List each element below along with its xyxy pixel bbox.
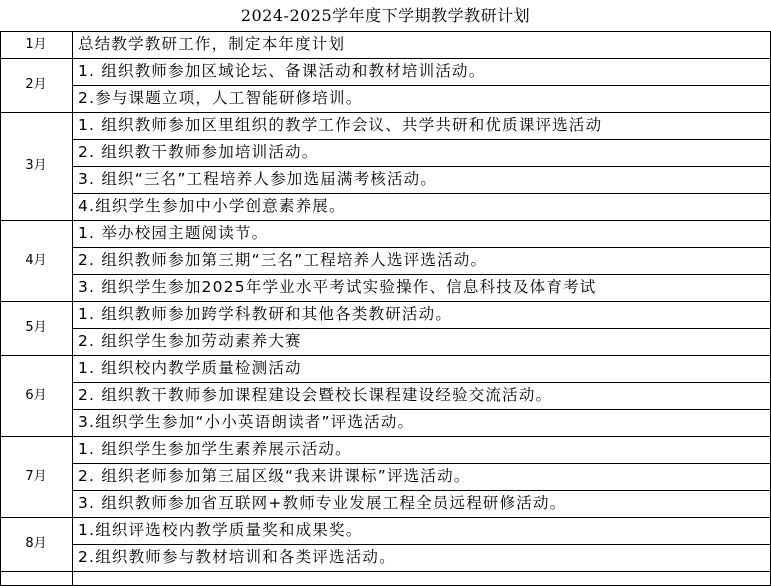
plan-item: 2. 组织学生参加劳动素养大赛	[78, 332, 302, 350]
item-divider	[72, 274, 770, 275]
item-divider	[72, 328, 770, 329]
column-divider	[72, 31, 73, 586]
plan-item: 1.组织评选校内教学质量奖和成果奖。	[78, 521, 363, 539]
month-label: 2月	[25, 77, 47, 92]
plan-item: 1. 组织教师参加跨学科教研和其他各类教研活动。	[78, 305, 453, 323]
item-divider	[72, 490, 770, 491]
plan-item: 1. 组织学生参加学生素养展示活动。	[78, 440, 352, 458]
item-divider	[72, 382, 770, 383]
month-label: 5月	[25, 320, 47, 335]
month-label: 3月	[25, 158, 47, 173]
plan-item: 1. 组织校内教学质量检测活动	[78, 359, 302, 377]
month-label: 1月	[25, 37, 47, 52]
plan-item: 2. 组织教干教师参加培训活动。	[78, 143, 319, 161]
plan-item: 2. 组织老师参加第三届区级“我来讲课标”评选活动。	[78, 467, 471, 485]
plan-item: 总结教学教研工作，制定本年度计划	[78, 35, 346, 53]
plan-item: 1. 组织教师参加区域论坛、备课活动和教材培训活动。	[78, 62, 486, 80]
month-label: 4月	[25, 253, 47, 268]
plan-item: 2.参与课题立项，人工智能研修培训。	[78, 89, 363, 107]
plan-item: 3. 组织“三名”工程培养人参加选届满考核活动。	[78, 170, 438, 188]
item-divider	[72, 409, 770, 410]
item-divider	[72, 85, 770, 86]
plan-item: 2. 组织教师参加第三期“三名”工程培养人选评选活动。	[78, 251, 488, 269]
item-divider	[72, 247, 770, 248]
item-divider	[72, 544, 770, 545]
plan-item: 1. 组织教师参加区里组织的教学工作会议、共学共研和优质课评选活动	[78, 116, 603, 134]
month-label: 6月	[25, 388, 47, 403]
item-divider	[72, 139, 770, 140]
item-divider	[72, 166, 770, 167]
item-divider	[72, 463, 770, 464]
table-border-left	[0, 31, 1, 586]
plan-item: 3. 组织学生参加2025年学业水平考试实验操作、信息科技及体育考试	[78, 278, 597, 296]
month-divider	[0, 571, 770, 572]
plan-item: 2.组织教师参与教材培训和各类评选活动。	[78, 548, 396, 566]
plan-item: 2. 组织教干教师参加课程建设会暨校长课程建设经验交流活动。	[78, 386, 553, 404]
month-label: 7月	[25, 469, 47, 484]
item-divider	[72, 193, 770, 194]
plan-item: 3. 组织教师参加省互联网+教师专业发展工程全员远程研修活动。	[78, 494, 567, 512]
month-label: 8月	[25, 536, 47, 551]
plan-item: 1. 举办校园主题阅读节。	[78, 224, 269, 242]
table-title: 2024-2025学年度下学期教学教研计划	[240, 6, 531, 25]
plan-item: 3.组织学生参加“小小英语朗读者”评选活动。	[78, 413, 415, 431]
plan-item: 4.组织学生参加中小学创意素养展。	[78, 197, 346, 215]
